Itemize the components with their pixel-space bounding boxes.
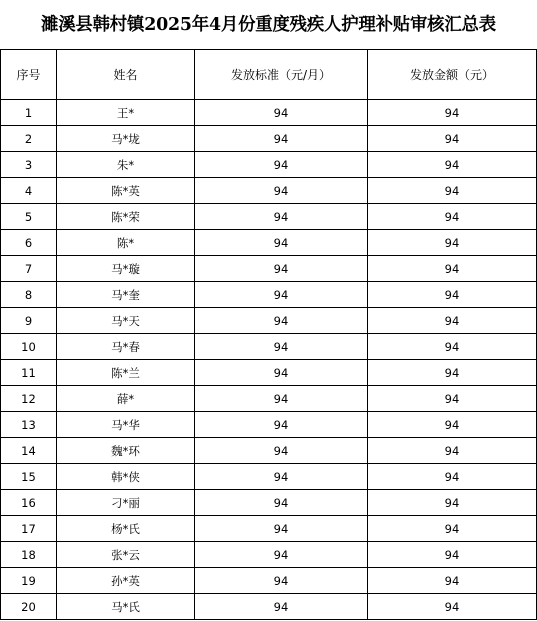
table-row	[1, 438, 537, 464]
cell-standard: 94	[195, 386, 368, 412]
cell-seq: 7	[1, 256, 57, 282]
table-row	[1, 334, 537, 360]
header-row	[1, 50, 537, 100]
cell-standard: 94	[195, 360, 368, 386]
cell-amount: 94	[368, 386, 537, 412]
cell-standard: 94	[195, 126, 368, 152]
cell-standard: 94	[195, 594, 368, 620]
cell-name: 朱*	[57, 152, 195, 178]
cell-standard: 94	[195, 490, 368, 516]
cell-amount: 94	[368, 204, 537, 230]
cell-name: 韩*侠	[57, 464, 195, 490]
cell-standard: 94	[195, 516, 368, 542]
cell-standard: 94	[195, 542, 368, 568]
table-row	[1, 152, 537, 178]
cell-amount: 94	[368, 568, 537, 594]
cell-amount: 94	[368, 100, 537, 126]
cell-standard: 94	[195, 464, 368, 490]
cell-seq: 14	[1, 438, 57, 464]
cell-seq: 9	[1, 308, 57, 334]
table-header	[1, 50, 537, 100]
table-row	[1, 100, 537, 126]
cell-name: 杨*氏	[57, 516, 195, 542]
table-row	[1, 412, 537, 438]
cell-name: 马*氏	[57, 594, 195, 620]
table-row	[1, 594, 537, 620]
cell-standard: 94	[195, 438, 368, 464]
cell-name: 王*	[57, 100, 195, 126]
cell-standard: 94	[195, 100, 368, 126]
cell-standard: 94	[195, 230, 368, 256]
cell-name: 孙*英	[57, 568, 195, 594]
cell-name: 马*春	[57, 334, 195, 360]
cell-name: 马*天	[57, 308, 195, 334]
cell-amount: 94	[368, 308, 537, 334]
table-row	[1, 490, 537, 516]
cell-seq: 3	[1, 152, 57, 178]
cell-amount: 94	[368, 438, 537, 464]
cell-seq: 5	[1, 204, 57, 230]
cell-standard: 94	[195, 178, 368, 204]
cell-amount: 94	[368, 490, 537, 516]
cell-standard: 94	[195, 334, 368, 360]
table-row	[1, 178, 537, 204]
cell-standard: 94	[195, 282, 368, 308]
cell-amount: 94	[368, 152, 537, 178]
table-row	[1, 204, 537, 230]
table-row	[1, 230, 537, 256]
cell-amount: 94	[368, 464, 537, 490]
cell-standard: 94	[195, 152, 368, 178]
cell-amount: 94	[368, 516, 537, 542]
cell-name: 薛*	[57, 386, 195, 412]
cell-standard: 94	[195, 412, 368, 438]
table-row	[1, 464, 537, 490]
cell-name: 马*璇	[57, 256, 195, 282]
cell-seq: 19	[1, 568, 57, 594]
cell-amount: 94	[368, 282, 537, 308]
cell-seq: 16	[1, 490, 57, 516]
header-seq: 序号	[1, 50, 57, 100]
cell-seq: 17	[1, 516, 57, 542]
cell-seq: 2	[1, 126, 57, 152]
table-row	[1, 308, 537, 334]
table-row	[1, 568, 537, 594]
table-row	[1, 256, 537, 282]
header-standard: 发放标准（元/月）	[195, 50, 368, 100]
cell-seq: 11	[1, 360, 57, 386]
cell-seq: 20	[1, 594, 57, 620]
cell-seq: 18	[1, 542, 57, 568]
header-name: 姓名	[57, 50, 195, 100]
table-row	[1, 360, 537, 386]
cell-seq: 4	[1, 178, 57, 204]
cell-name: 张*云	[57, 542, 195, 568]
cell-amount: 94	[368, 412, 537, 438]
table-row	[1, 516, 537, 542]
cell-name: 魏*环	[57, 438, 195, 464]
table-row	[1, 386, 537, 412]
table-row	[1, 282, 537, 308]
page-title: 濉溪县韩村镇2025年4月份重度残疾人护理补贴审核汇总表	[41, 15, 496, 35]
cell-amount: 94	[368, 334, 537, 360]
cell-amount: 94	[368, 126, 537, 152]
cell-name: 陈*兰	[57, 360, 195, 386]
cell-amount: 94	[368, 594, 537, 620]
cell-standard: 94	[195, 568, 368, 594]
cell-name: 陈*	[57, 230, 195, 256]
cell-name: 马*垅	[57, 126, 195, 152]
cell-amount: 94	[368, 542, 537, 568]
subsidy-summary-table	[0, 49, 537, 620]
table-row	[1, 126, 537, 152]
cell-seq: 8	[1, 282, 57, 308]
cell-name: 马*奎	[57, 282, 195, 308]
header-amount: 发放金额（元）	[368, 50, 537, 100]
cell-amount: 94	[368, 230, 537, 256]
cell-standard: 94	[195, 256, 368, 282]
cell-amount: 94	[368, 178, 537, 204]
cell-standard: 94	[195, 308, 368, 334]
cell-name: 陈*荣	[57, 204, 195, 230]
cell-seq: 10	[1, 334, 57, 360]
cell-seq: 1	[1, 100, 57, 126]
cell-seq: 15	[1, 464, 57, 490]
cell-amount: 94	[368, 256, 537, 282]
table-row	[1, 542, 537, 568]
cell-seq: 6	[1, 230, 57, 256]
cell-seq: 12	[1, 386, 57, 412]
cell-name: 刁*丽	[57, 490, 195, 516]
cell-standard: 94	[195, 204, 368, 230]
cell-name: 马*华	[57, 412, 195, 438]
table-body	[1, 100, 537, 620]
cell-amount: 94	[368, 360, 537, 386]
cell-name: 陈*英	[57, 178, 195, 204]
cell-seq: 13	[1, 412, 57, 438]
